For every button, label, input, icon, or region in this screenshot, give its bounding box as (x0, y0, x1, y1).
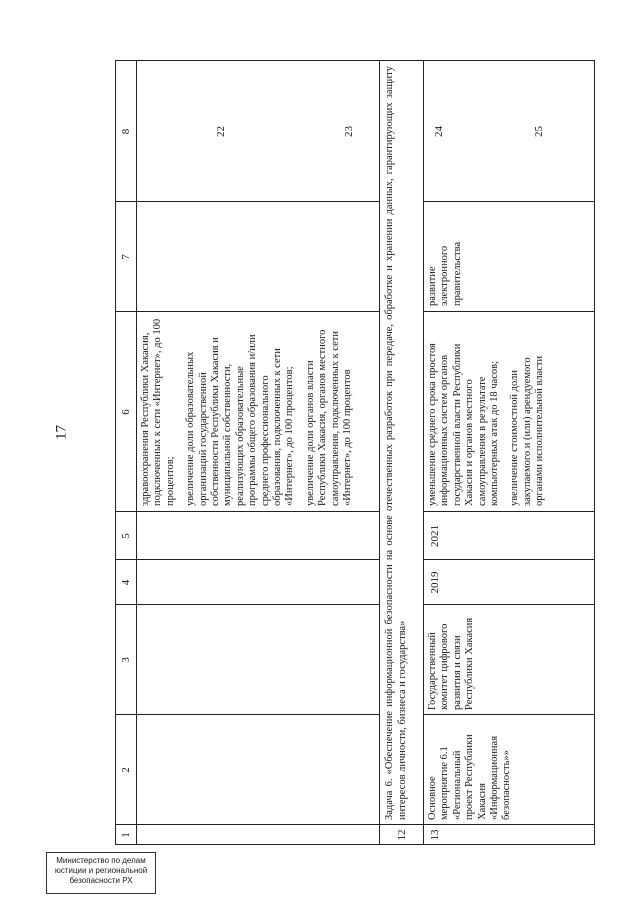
indicator-text: здравоохранения Республики Хакасия, подключенных к сети «Интернет», до 100 процентов; (140, 318, 176, 506)
indicator-number: 23 (343, 126, 355, 137)
indicator-text: уменьшение среднего срока простоя информационных систем органов государственной власти Республики Хакасия и органов местного самоуправления в результате компьютерных атак до 18 часов; (427, 343, 501, 506)
column-header: 1 (120, 832, 132, 838)
column-header: 5 (120, 533, 132, 539)
grid-line (115, 604, 379, 605)
indicator-text: увеличение доли образовательных организаций государственной собственности Республики Хакасия и муниципальной собственности, реализующих образовательные программы общего образования и/или среднего профессионального образования, подключенных к сети «Интернет», до 100 процентов; (185, 334, 296, 506)
column-header: 3 (120, 657, 132, 663)
end-year: 2021 (429, 525, 441, 547)
grid-line (115, 559, 379, 560)
grid-line (115, 201, 379, 202)
column-header: 8 (120, 128, 132, 135)
row-number: 13 (429, 829, 441, 841)
grid-line (136, 60, 137, 845)
grid-line (115, 714, 379, 715)
grid-line (423, 60, 424, 845)
stamp-line: безопасности РХ (69, 876, 133, 885)
data-table (115, 60, 595, 845)
grid-line (115, 824, 595, 825)
column-header: 6 (120, 409, 132, 415)
grid-line (594, 60, 595, 845)
grid-line (423, 511, 595, 512)
column-header: 7 (120, 254, 132, 260)
indicator-list (425, 312, 593, 510)
row-number: 12 (396, 829, 408, 841)
grid-line (115, 844, 595, 845)
indicator-list (138, 312, 378, 510)
page-number: 17 (53, 425, 70, 440)
stamp-line: юстиции и региональной (54, 866, 148, 875)
grid-line (379, 60, 380, 845)
indicator-number: 24 (433, 126, 445, 137)
indicator-number: 22 (215, 126, 227, 137)
grid-line (115, 60, 116, 845)
registration-stamp (46, 852, 156, 894)
stamp-line: Министерство по делам (56, 856, 146, 865)
indicator-text: увеличение доли органов власти Республики Хакасия, органов местного самоуправления, подключенных к сети «Интернет», до 100 процентов (304, 329, 354, 506)
column-header: 4 (120, 579, 132, 586)
start-year: 2019 (429, 571, 441, 594)
executor: Государственный комитет цифрового развития и связи Республики Хакасия (427, 617, 476, 710)
rotated-table-frame (115, 60, 595, 845)
indicator-text: увеличение стоимостной доли закупаемого и (или) арендуемого органами исполнительной власти (509, 355, 546, 506)
program-link: развитие электронного правительства (427, 241, 463, 306)
activity-name: Основное мероприятие 6.1 «Региональный проект Республики Хакасия «Информационная безопасность»» (427, 734, 513, 820)
column-header: 2 (120, 767, 132, 773)
indicator-number: 25 (533, 126, 545, 137)
task-text: Задача 6. «Обеспечение информационной безопасности на основе отечественных разработок при передаче, обработке и хранении данных, гарантирующих защиту интересов личности, бизнеса и государства» (384, 66, 408, 820)
grid-line (423, 559, 595, 560)
grid-line (115, 511, 379, 512)
